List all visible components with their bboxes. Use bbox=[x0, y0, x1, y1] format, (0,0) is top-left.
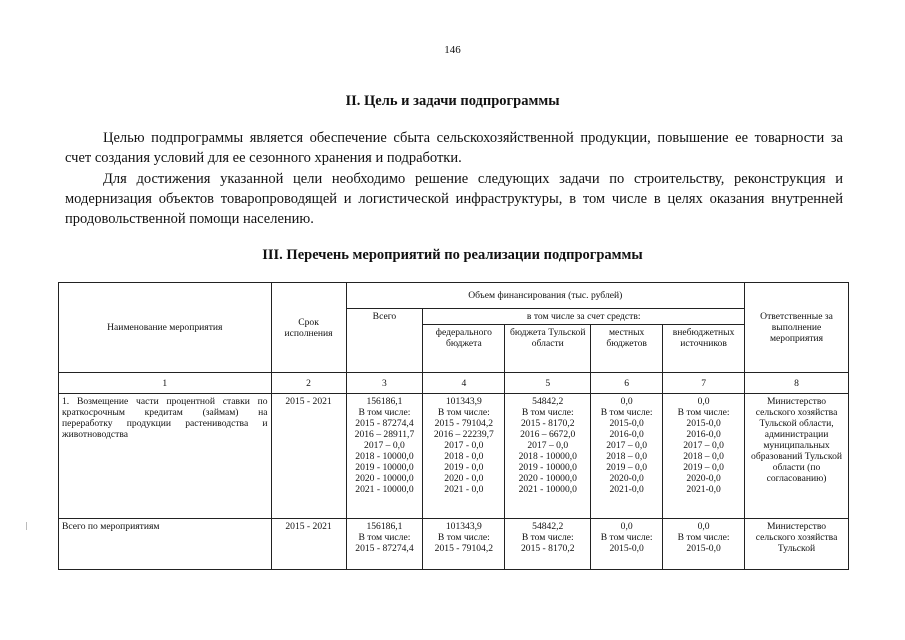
section-2-title: II. Цель и задачи подпрограммы bbox=[345, 93, 560, 109]
header-including: в том числе за счет средств: bbox=[423, 309, 745, 325]
row-total: 156186,1 В том числе: 2015 - 87274,4 bbox=[346, 519, 423, 570]
header-federal: федерального бюджета bbox=[423, 325, 505, 373]
header-regional: бюджета Тульской области bbox=[505, 325, 591, 373]
row-federal: 101343,9 В том числе: 2015 - 79104,2 2016 – 22239,7 2017 - 0,0 2018 - 0,0 2019 - 0,0 2020 - 0,0 2021 - 0,0 bbox=[423, 394, 505, 519]
row-term: 2015 - 2021 bbox=[271, 519, 346, 570]
row-total: 156186,1 В том числе: 2015 - 87274,4 2016 – 28911,7 2017 – 0,0 2018 - 10000,0 2019 - 10000,0 2020 - 10000,0 2021 - 10000,0 bbox=[346, 394, 423, 519]
column-number-row bbox=[59, 373, 849, 394]
financing-table bbox=[58, 282, 849, 570]
row-regional: 54842,2 В том числе: 2015 - 8170,2 bbox=[505, 519, 591, 570]
row-federal: 101343,9 В том числе: 2015 - 79104,2 bbox=[423, 519, 505, 570]
row-local: 0,0 В том числе: 2015-0,0 2016-0,0 2017 – 0,0 2018 – 0,0 2019 – 0,0 2020-0,0 2021-0,0 bbox=[591, 394, 663, 519]
header-term: Срок исполнения bbox=[271, 283, 346, 373]
column-number: 5 bbox=[505, 373, 591, 394]
header-local: местных бюджетов bbox=[591, 325, 663, 373]
section-3-title: III. Перечень мероприятий по реализации подпрограммы bbox=[262, 247, 643, 263]
column-number: 7 bbox=[663, 373, 745, 394]
row-name: Всего по мероприятиям bbox=[59, 519, 272, 570]
column-number: 3 bbox=[346, 373, 423, 394]
scan-mark bbox=[26, 522, 27, 530]
row-responsible: Министерство сельского хозяйства Тульской bbox=[745, 519, 849, 570]
page-number: 146 bbox=[444, 44, 461, 56]
header-responsible: Ответственные за выполнение мероприятия bbox=[745, 283, 849, 373]
row-regional: 54842,2 В том числе: 2015 - 8170,2 2016 – 6672,0 2017 – 0,0 2018 - 10000,0 2019 - 10000,0 2020 - 10000,0 2021 - 10000,0 bbox=[505, 394, 591, 519]
table-row bbox=[59, 394, 849, 519]
column-number: 1 bbox=[59, 373, 272, 394]
table-row bbox=[59, 519, 849, 570]
goal-paragraph: Целью подпрограммы является обеспечение сбыта сельскохозяйственной продукции, повышение ее товарности за счет создания условий для ее сезонного хранения и подработки. bbox=[65, 130, 843, 166]
column-number: 8 bbox=[745, 373, 849, 394]
row-extra: 0,0 В том числе: 2015-0,0 2016-0,0 2017 – 0,0 2018 – 0,0 2019 – 0,0 2020-0,0 2021-0,0 bbox=[663, 394, 745, 519]
column-number: 6 bbox=[591, 373, 663, 394]
header-row-1 bbox=[59, 283, 849, 309]
column-number: 2 bbox=[271, 373, 346, 394]
row-term: 2015 - 2021 bbox=[271, 394, 346, 519]
row-name: 1. Возмещение части процентной ставки по краткосрочным кредитам (займам) на переработку продукции растениводства и животноводства bbox=[59, 394, 272, 519]
row-local: 0,0 В том числе: 2015-0,0 bbox=[591, 519, 663, 570]
header-extra: внебюджетных источников bbox=[663, 325, 745, 373]
row-extra: 0,0 В том числе: 2015-0,0 bbox=[663, 519, 745, 570]
tasks-paragraph: Для достижения указанной цели необходимо решение следующих задачи по строительству, реконструкция и модернизация объектов товаропроводящей и логистической инфраструктуры, в том числе в целях оказания внутренней продовольственной помощи населению. bbox=[65, 171, 843, 227]
header-name: Наименование мероприятия bbox=[59, 283, 272, 373]
header-volume: Объем финансирования (тыс. рублей) bbox=[346, 283, 745, 309]
row-responsible: Министерство сельского хозяйства Тульской области, администрации муниципальных образований Тульской области (по согласованию) bbox=[745, 394, 849, 519]
column-number: 4 bbox=[423, 373, 505, 394]
header-total: Всего bbox=[346, 309, 423, 373]
